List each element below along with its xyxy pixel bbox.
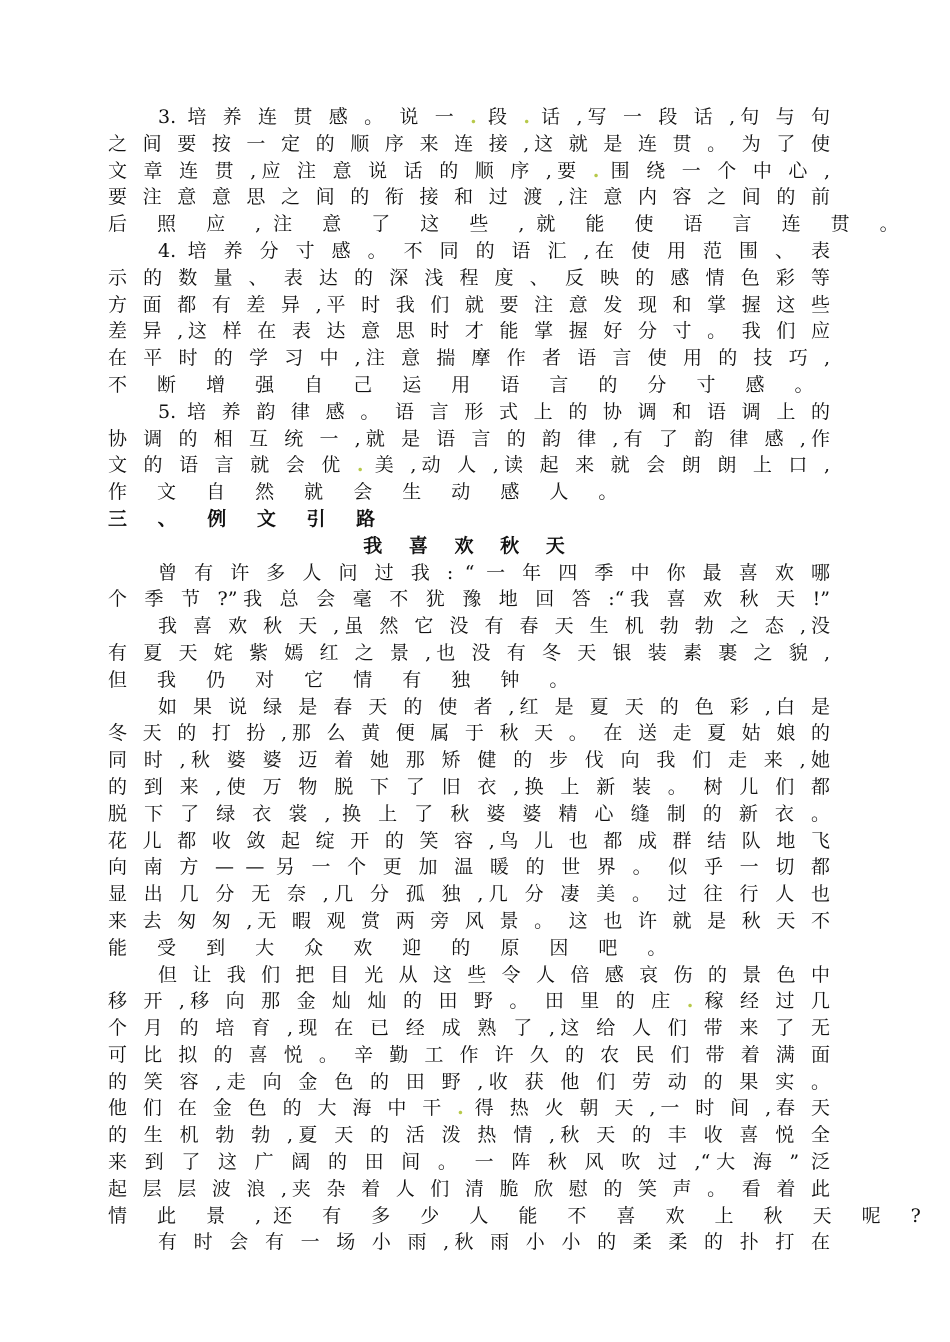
essay-title: 我 喜 欢 秋 天	[363, 534, 575, 557]
text-line: 他 们 在 金 色 的 大 海 中 干 . 得 热 火 朝 天 ,一 时 间 ,春 天	[108, 1097, 830, 1120]
text-line: 的 到 来 ,使 万 物 脱 下 了 旧 衣 ,换 上 新 装 。 树 儿 们 都	[108, 775, 830, 798]
text-line: 个 季 节 ?”我 总 会 毫 不 犹 豫 地 回 答 :“我 喜 欢 秋 天 !”	[108, 588, 830, 611]
text-line: 4. 培 养 分 寸 感 。 不 同 的 语 汇 ,在 使 用 范 围 、 表	[158, 239, 830, 262]
mark-dot: .	[356, 454, 364, 477]
text-line: 起 层 层 波 浪 ,夹 杂 着 人 们 清 脆 欣 慰 的 笑 声 。 看 着 此	[108, 1177, 830, 1200]
text-line: 文 章 连 贯 ,应 注 意 说 话 的 顺 序 ,要 . 围 绕 一 个 中 心 ,	[108, 159, 830, 182]
text-line: 花 儿 都 收 敛 起 绽 开 的 笑 容 ,鸟 儿 也 都 成 群 结 队 地 飞	[108, 829, 830, 852]
text-line: 作 文 自 然 就 会 生 动 感 人 。	[108, 481, 630, 504]
mark-dot: .	[457, 1097, 464, 1120]
text-line: 不 断 增 强 自 己 运 用 语 言 的 分 寸 感 。	[108, 373, 826, 396]
text-line: 能 受 到 大 众 欢 迎 的 原 因 吧 。	[108, 936, 679, 959]
text-line: 协 调 的 相 互 统 一 ,就 是 语 言 的 韵 律 ,有 了 韵 律 感 ,作	[108, 427, 830, 450]
text-line: 示 的 数 量 、 表 达 的 深 浅 程 度 、 反 映 的 感 情 色 彩 等	[108, 266, 830, 289]
text-line: 情 此 景 ,还 有 多 少 人 能 不 喜 欢 上 秋 天 呢 ?	[108, 1204, 933, 1227]
text-line: 可 比 拟 的 喜 悦 。 辛 勤 工 作 许 久 的 农 民 们 带 着 满 面	[108, 1043, 830, 1066]
text-line: 方 面 都 有 差 异 ,平 时 我 们 就 要 注 意 发 现 和 掌 握 这 些	[108, 293, 830, 316]
mark-dot: .	[523, 106, 530, 128]
text-line: 向 南 方 — — 另 一 个 更 加 温 暖 的 世 界 。 似 乎 一 切 都	[108, 856, 830, 879]
text-line: 如 果 说 绿 是 春 天 的 使 者 ,红 是 夏 天 的 色 彩 ,白 是	[158, 695, 830, 718]
text-line: 之 间 要 按 一 定 的 顺 序 来 连 接 ,这 就 是 连 贯 。 为 了 使	[108, 132, 830, 155]
mark-dot: .	[470, 106, 477, 128]
text-line: 但 让 我 们 把 目 光 从 这 些 令 人 倍 感 哀 伤 的 景 色 中	[158, 963, 830, 986]
text-line: 脱 下 了 绿 衣 裳 , 换 上 了 秋 婆 婆 精 心 缝 制 的 新 衣 。	[108, 802, 830, 825]
text-line: 的 笑 容 ,走 向 金 色 的 田 野 ,收 获 他 们 劳 动 的 果 实 。	[108, 1070, 830, 1093]
text-line: 在 平 时 的 学 习 中 ,注 意 揣 摩 作 者 语 言 使 用 的 技 巧 ,	[108, 347, 830, 370]
text-line: 要 注 意 意 思 之 间 的 衔 接 和 过 渡 ,注 意 内 容 之 间 的 前	[108, 186, 830, 209]
text-line: 的 生 机 勃 勃 ,夏 天 的 活 泼 热 情 ,秋 天 的 丰 收 喜 悦 全	[108, 1124, 830, 1147]
text-line: 有 夏 天 姹 紫 嫣 红 之 景 ,也 没 有 冬 天 银 装 素 裹 之 貌 ,	[108, 641, 830, 664]
text-line: 3. 培 养 连 贯 感 。 说 一 . 段 . 话 ,写 一 段 话 ,句 与 句	[158, 106, 830, 128]
text-line: 显 出 几 分 无 奈 ,几 分 孤 独 ,几 分 凄 美 。 过 往 行 人 也	[108, 883, 830, 906]
text-line: 后 照 应 ,注 意 了 这 些 ,就 能 使 语 言 连 贯 。	[108, 213, 911, 236]
text-line: 同 时 ,秋 婆 婆 迈 着 她 那 矫 健 的 步 伐 向 我 们 走 来 ,她	[108, 749, 830, 772]
text-line: 差 异 ,这 样 在 表 达 意 思 时 才 能 掌 握 好 分 寸 。 我 们 应	[108, 320, 830, 343]
text-line: 个 月 的 培 育 ,现 在 已 经 成 熟 了 ,这 给 人 们 带 来 了 无	[108, 1017, 830, 1040]
section-heading: 三 、 例 文 引 路	[108, 507, 388, 530]
text-line: 5. 培 养 韵 律 感 。 语 言 形 式 上 的 协 调 和 语 调 上 的	[158, 400, 830, 423]
text-line: 但 我 仍 对 它 情 有 独 钟 。	[108, 668, 581, 691]
mark-dot: .	[686, 990, 694, 1013]
document-body	[108, 104, 933, 1256]
text-line: 来 到 了 这 广 阔 的 田 间 。 一 阵 秋 风 吹 过 ,“大 海 ” 泛	[108, 1151, 830, 1174]
text-line: 曾 有 许 多 人 问 过 我 : “ 一 年 四 季 中 你 最 喜 欢 哪	[158, 561, 830, 584]
text-line: 文 的 语 言 就 会 优 . 美 ,动 人 ,读 起 来 就 会 朗 朗 上 口 ,	[108, 454, 831, 477]
text-line: 有 时 会 有 一 场 小 雨 ,秋 雨 小 小 的 柔 柔 的 扑 打 在	[158, 1231, 830, 1254]
mark-dot: .	[592, 159, 600, 182]
text-line: 移 开 ,移 向 那 金 灿 灿 的 田 野 。 田 里 的 庄 . 稼 经 过 几	[108, 990, 830, 1013]
text-line: 我 喜 欢 秋 天 ,虽 然 它 没 有 春 天 生 机 勃 勃 之 态 ,没	[158, 615, 830, 638]
text-line: 来 去 匆 匆 ,无 暇 观 赏 两 旁 风 景 。 这 也 许 就 是 秋 天 不	[108, 909, 830, 932]
text-line: 冬 天 的 打 扮 ,那 么 黄 便 属 于 秋 天 。 在 送 走 夏 姑 娘 的	[108, 722, 830, 745]
